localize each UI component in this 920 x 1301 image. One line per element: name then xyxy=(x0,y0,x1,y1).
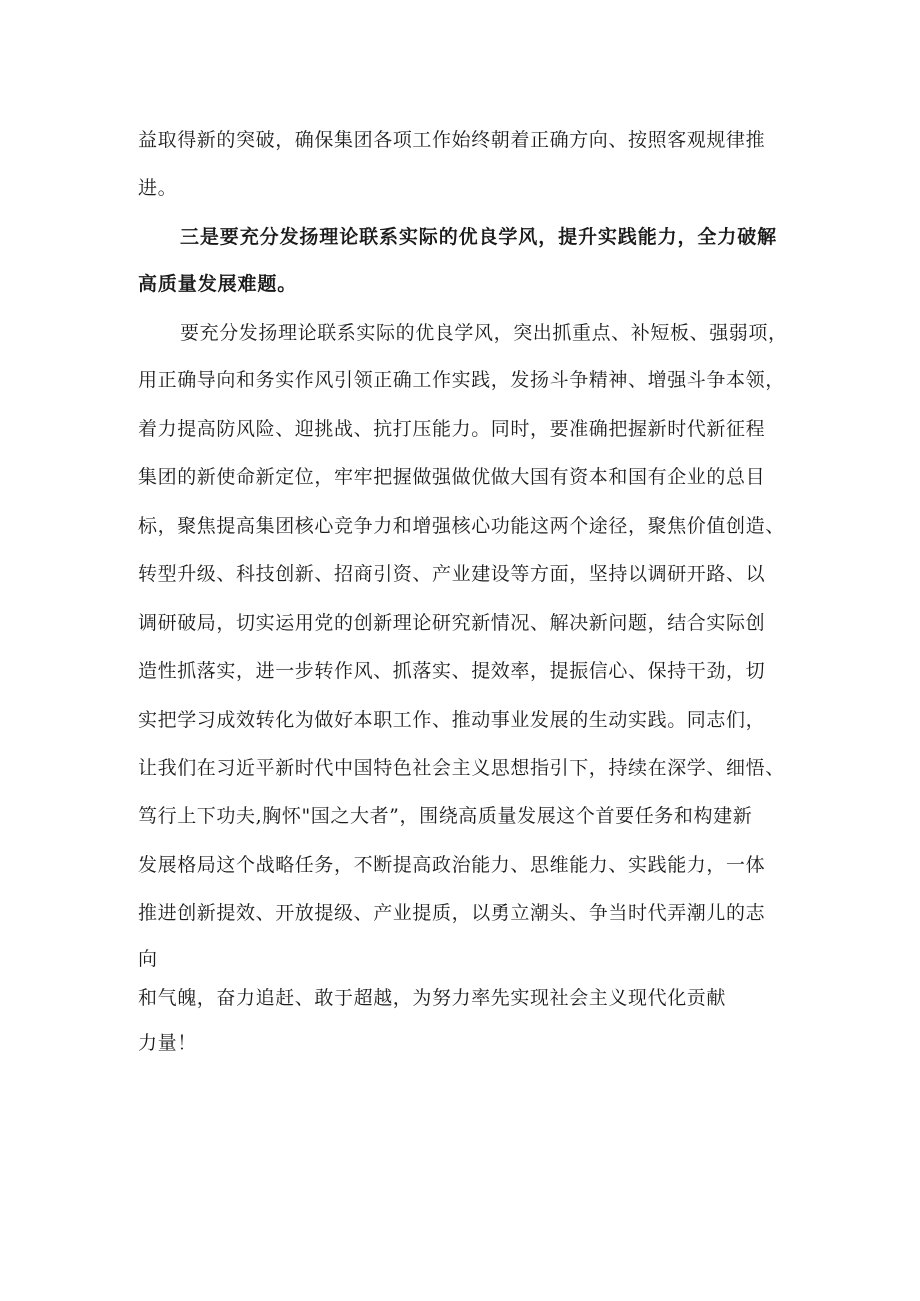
text-line-14: 让我们在习近平新时代中国特色社会主义思想指引下，持续在深学、细悟、 xyxy=(138,757,785,779)
text-line-1: 益取得新的突破，确保集团各项工作始终朝着正确方向、按照客观规律推 xyxy=(138,129,766,151)
section-heading-line-1: 三是要充分发扬理论联系实际的优良学风，提升实践能力，全力破解 xyxy=(180,226,778,248)
text-line-12: 造性抓落实，进一步转作风、抓落实、提效率，提振信心、保持干劲，切 xyxy=(138,660,766,682)
text-line-9: 标，聚焦提高集团核心竞争力和增强核心功能这两个途径，聚焦价值创造、 xyxy=(138,515,785,537)
text-line-7: 着力提高防风险、迎挑战、抗打压能力。同时，要准确把握新时代新征程 xyxy=(138,418,766,440)
text-line-6: 用正确导向和务实作风引领正确工作实践，发扬斗争精神、增强斗争本领， xyxy=(138,369,785,391)
text-line-18: 向 xyxy=(138,948,158,970)
text-line-17: 推进创新提效、开放提级、产业提质，以勇立潮头、争当时代弄潮儿的志 xyxy=(138,902,766,924)
text-line-8: 集团的新使命新定位，牢牢把握做强做优做大国有资本和国有企业的总目 xyxy=(138,466,766,488)
text-line-13: 实把学习成效转化为做好本职工作、推动事业发展的生动实践。同志们， xyxy=(138,709,766,731)
text-line-16: 发展格局这个战略任务，不断提高政治能力、思维能力、实践能力，一体 xyxy=(138,854,766,876)
text-line-15: 笃行上下功夫,胸怀"国之大者”，围绕高质量发展这个首要任务和构建新 xyxy=(138,805,753,827)
text-line-11: 调研破局，切实运用党的创新理论研究新情况、解决新问题，结合实际创 xyxy=(138,612,766,634)
text-line-2: 进。 xyxy=(138,177,178,199)
text-line-5: 要充分发扬理论联系实际的优良学风，突出抓重点、补短板、强弱项， xyxy=(180,322,788,344)
text-line-10: 转型升级、科技创新、招商引资、产业建设等方面，坚持以调研开路、以 xyxy=(138,563,766,585)
section-heading-line-2: 高质量发展难题。 xyxy=(138,273,298,295)
text-line-19: 和气魄，奋力追赶、敢于超越，为努力率先实现社会主义现代化贡献 xyxy=(138,987,727,1009)
text-line-20: 力量！ xyxy=(138,1032,197,1054)
